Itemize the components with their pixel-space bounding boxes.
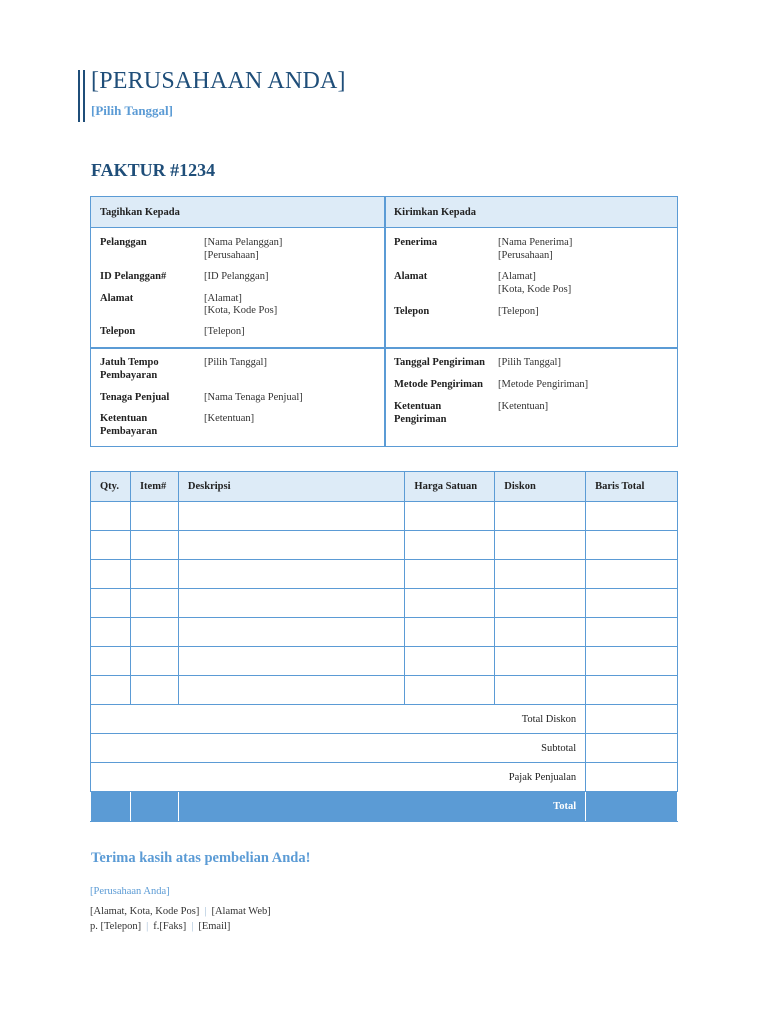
- line-items-table: [90, 471, 678, 822]
- col-qty: Qty.: [91, 472, 131, 502]
- bill-to-heading: Tagihkan Kepada: [100, 207, 180, 218]
- ship-terms-label: Ketentuan Pengiriman: [394, 401, 447, 425]
- ship-method-label: Metode Pengiriman: [394, 379, 483, 390]
- total-label: Total: [178, 792, 585, 822]
- invoice-title: FAKTUR #1234: [91, 160, 216, 180]
- customer-id-label: ID Pelanggan#: [100, 271, 167, 282]
- col-line-total: Baris Total: [586, 472, 678, 502]
- payment-terms-label: Ketentuan Pembayaran: [100, 413, 158, 437]
- billing-shipping-table: [90, 196, 678, 447]
- header-accent-bars: [78, 70, 86, 122]
- ship-address-field[interactable]: [Alamat]: [498, 271, 536, 282]
- date-picker-field[interactable]: [Pilih Tanggal]: [91, 103, 173, 118]
- footer-address-line: [90, 906, 271, 917]
- ship-city-field[interactable]: [Kota, Kode Pos]: [498, 284, 572, 295]
- thank-you-message: Terima kasih atas pembelian Anda!: [91, 850, 311, 866]
- salesperson-label: Tenaga Penjual: [100, 392, 170, 403]
- col-unit-price: Harga Satuan: [405, 472, 495, 502]
- subtotal-row: [91, 734, 678, 763]
- footer-email: [Email]: [198, 921, 231, 932]
- ship-phone-field[interactable]: [Telepon]: [498, 306, 539, 317]
- table-row[interactable]: [91, 502, 678, 531]
- total-discount-row: [91, 705, 678, 734]
- footer-separator: |: [146, 921, 149, 932]
- recipient-name-field[interactable]: [Nama Penerima]: [498, 237, 573, 248]
- ship-date-field[interactable]: [Pilih Tanggal]: [498, 357, 561, 368]
- sales-tax-value[interactable]: [586, 763, 678, 792]
- customer-name-field[interactable]: [Nama Pelanggan]: [204, 237, 283, 248]
- sales-tax-row: [91, 763, 678, 792]
- footer-contact-line: [90, 921, 230, 932]
- due-date-label: Jatuh Tempo Pembayaran: [100, 357, 159, 381]
- footer-separator: |: [191, 921, 194, 932]
- payment-terms-field[interactable]: [Ketentuan]: [204, 413, 255, 424]
- ship-to-heading: Kirimkan Kepada: [394, 207, 476, 218]
- ship-phone-label: Telepon: [394, 306, 430, 317]
- due-date-field[interactable]: [Pilih Tanggal]: [204, 357, 267, 368]
- subtotal-label: Subtotal: [91, 734, 586, 763]
- table-row[interactable]: [91, 676, 678, 705]
- customer-id-field[interactable]: [ID Pelanggan]: [204, 271, 269, 282]
- total-value[interactable]: [586, 792, 678, 822]
- customer-label: Pelanggan: [100, 237, 147, 248]
- bill-phone-field[interactable]: [Telepon]: [204, 326, 245, 337]
- sales-tax-label: Pajak Penjualan: [91, 763, 586, 792]
- total-discount-label: Total Diskon: [91, 705, 586, 734]
- total-discount-value[interactable]: [586, 705, 678, 734]
- customer-company-field[interactable]: [Perusahaan]: [204, 250, 259, 261]
- ship-terms-field[interactable]: [Ketentuan]: [498, 401, 549, 412]
- ship-method-field[interactable]: [Metode Pengiriman]: [498, 379, 589, 390]
- total-row: [91, 792, 678, 822]
- bill-phone-label: Telepon: [100, 326, 136, 337]
- col-discount: Diskon: [495, 472, 586, 502]
- recipient-company-field[interactable]: [Perusahaan]: [498, 250, 553, 261]
- table-row[interactable]: [91, 560, 678, 589]
- bill-address-label: Alamat: [100, 293, 134, 304]
- company-name: [PERUSAHAAN ANDA]: [91, 68, 346, 94]
- table-row[interactable]: [91, 647, 678, 676]
- subtotal-value[interactable]: [586, 734, 678, 763]
- col-description: Deskripsi: [178, 472, 405, 502]
- footer-phone: p. [Telepon]: [90, 921, 142, 932]
- footer-web: [Alamat Web]: [211, 906, 271, 917]
- footer-separator: |: [204, 906, 207, 917]
- bill-address-field[interactable]: [Alamat]: [204, 293, 242, 304]
- col-item-number: Item#: [130, 472, 178, 502]
- table-row[interactable]: [91, 531, 678, 560]
- bill-city-field[interactable]: [Kota, Kode Pos]: [204, 305, 278, 316]
- table-row[interactable]: [91, 618, 678, 647]
- footer-fax: f.[Faks]: [153, 921, 187, 932]
- footer-address: [Alamat, Kota, Kode Pos]: [90, 906, 200, 917]
- footer-company: [Perusahaan Anda]: [90, 886, 170, 897]
- ship-address-label: Alamat: [394, 271, 428, 282]
- recipient-label: Penerima: [394, 237, 438, 248]
- ship-date-label: Tanggal Pengiriman: [394, 357, 485, 368]
- salesperson-field[interactable]: [Nama Tenaga Penjual]: [204, 392, 303, 403]
- table-row[interactable]: [91, 589, 678, 618]
